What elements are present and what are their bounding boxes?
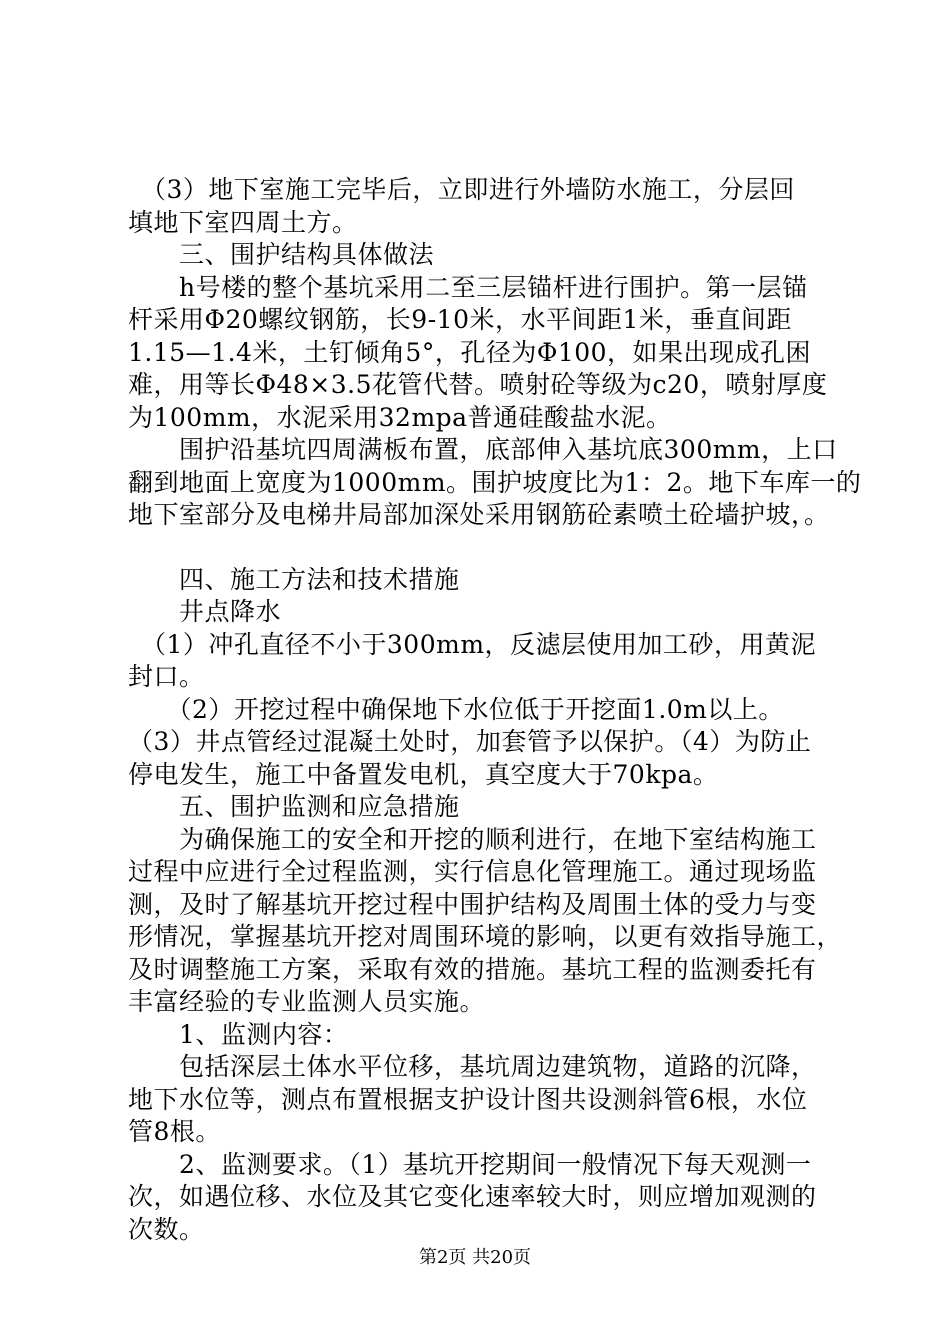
- text-line: 围护沿基坑四周满板布置，底部伸入基坑底300mm，上口: [128, 435, 838, 464]
- body-text: [128, 174, 862, 1246]
- text-line: 杆采用Φ20螺纹钢筋，长9-10米，水平间距1米，垂直间距: [128, 305, 792, 334]
- text-line: 及时调整施工方案，采取有效的措施。基坑工程的监测委托有: [128, 954, 817, 984]
- text-line: 地下水位等，测点布置根据支护设计图共设测斜管6根，水位: [128, 1084, 808, 1114]
- text-line: （3）地下室施工完毕后，立即进行外墙防水施工，分层回: [128, 175, 795, 204]
- text-line: 难，用等长Φ48×3.5花管代替。喷射砼等级为c20，喷射厚度: [128, 370, 828, 399]
- text-line: 丰富经验的专业监测人员实施。: [128, 987, 486, 1016]
- subsection-heading: 井点降水: [128, 597, 282, 626]
- text-line: 形情况，掌握基坑开挖对周围环境的影响，以更有效指导施工，: [128, 922, 843, 951]
- blank-line: [128, 532, 828, 564]
- text-line: 次数。: [128, 1214, 205, 1244]
- text-line: （3）井点管经过混凝土处时，加套管予以保护。（4）为防止: [128, 727, 812, 756]
- text-line: 管8根。: [128, 1117, 221, 1146]
- text-line: 1.15—1.4米，土钉倾角5°，孔径为Φ100，如果出现成孔困: [128, 337, 812, 367]
- text-line: 包括深层土体水平位移，基坑周边建筑物，道路的沉降，: [128, 1052, 817, 1081]
- text-line: （1）冲孔直径不小于300mm，反滤层使用加工砂，用黄泥: [128, 629, 817, 659]
- section-heading: 四、施工方法和技术措施: [128, 564, 460, 594]
- text-line: 翻到地面上宽度为1000mm。围护坡度比为1：2。地下车库一的: [128, 467, 862, 497]
- text-line: 为确保施工的安全和开挖的顺利进行，在地下室结构施工: [128, 824, 817, 854]
- text-line: h号楼的整个基坑采用二至三层锚杆进行围护。第一层锚: [128, 272, 808, 302]
- section-heading: 三、围护结构具体做法: [128, 240, 435, 269]
- page-number-footer: 第2页 共20页: [418, 1247, 532, 1268]
- text-line: 为100mm，水泥采用32mpa普通硅酸盐水泥。: [128, 402, 672, 432]
- subsection-heading: 1、监测内容：: [128, 1019, 349, 1049]
- text-line: 封口。: [128, 662, 205, 691]
- text-line: 停电发生，施工中备置发电机，真空度大于70kpa。: [128, 759, 719, 789]
- text-line: 2、监测要求。（1）基坑开挖期间一般情况下每天观测一: [128, 1149, 812, 1179]
- text-line: 次，如遇位移、水位及其它变化速率较大时，则应增加观测的: [128, 1182, 817, 1211]
- text-line: （2）开挖过程中确保地下水位低于开挖面1.0m以上。: [128, 694, 784, 724]
- section-heading: 五、围护监测和应急措施: [128, 792, 460, 821]
- text-line: 测，及时了解基坑开挖过程中围护结构及周围土体的受力与变: [128, 889, 817, 919]
- text-line: 填地下室四周土方。: [128, 207, 358, 237]
- text-line: 过程中应进行全过程监测，实行信息化管理施工。通过现场监: [128, 857, 817, 886]
- text-line: 地下室部分及电梯井局部加深处采用钢筋砼素喷土砼墙护坡，。: [128, 500, 830, 529]
